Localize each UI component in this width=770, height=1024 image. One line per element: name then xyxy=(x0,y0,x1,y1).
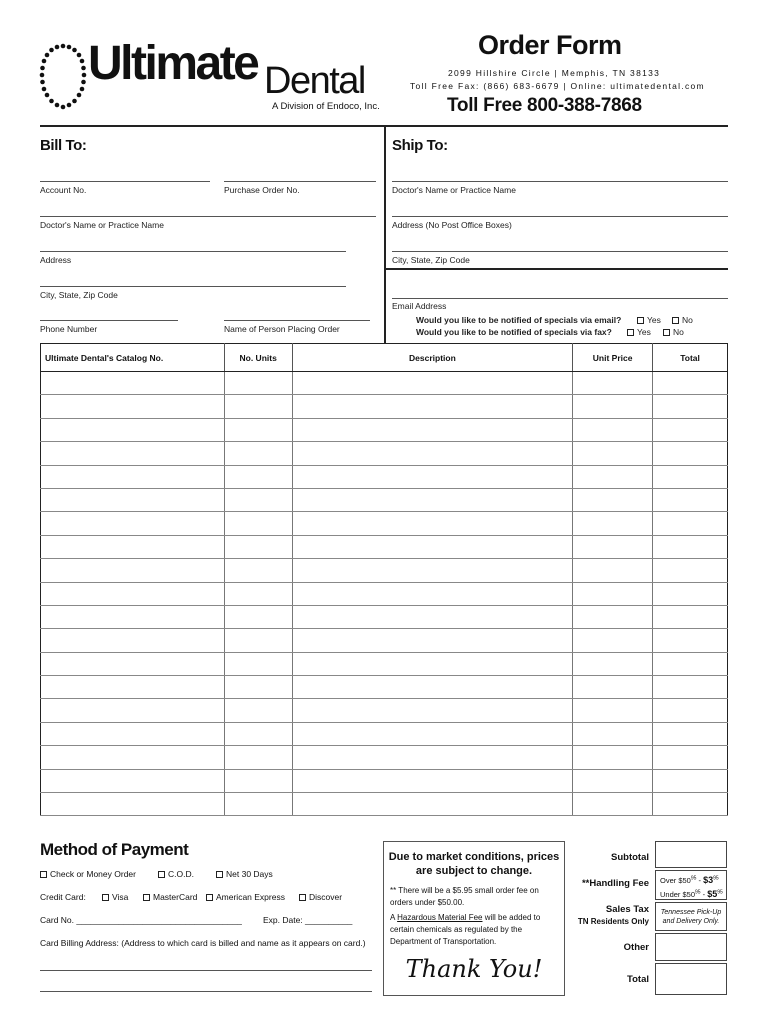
total-cell[interactable] xyxy=(653,395,728,418)
catalog-no-cell[interactable] xyxy=(41,418,225,441)
table-row xyxy=(41,372,728,395)
sales-tax-label: Sales Tax xyxy=(605,904,649,915)
description-cell[interactable] xyxy=(292,582,573,605)
email-specials-question: Would you like to be notified of specials via email? xyxy=(416,315,622,325)
no-units-cell[interactable] xyxy=(224,769,292,792)
unit-price-cell[interactable] xyxy=(573,722,653,745)
fax-yes-label: Yes xyxy=(637,327,651,337)
handling-fee-label: **Handling Fee xyxy=(581,878,649,889)
mastercard-label: MasterCard xyxy=(153,892,198,902)
catalog-no-cell[interactable] xyxy=(41,605,225,628)
catalog-no-cell[interactable] xyxy=(41,465,225,488)
catalog-no-cell[interactable] xyxy=(41,629,225,652)
col-total: Total xyxy=(653,344,728,372)
logo-dental-text: Dental xyxy=(264,60,365,102)
unit-price-cell[interactable] xyxy=(573,793,653,816)
net30-checkbox[interactable] xyxy=(216,871,223,878)
person-placing-order-field[interactable] xyxy=(224,320,370,321)
description-cell[interactable] xyxy=(292,699,573,722)
catalog-no-cell[interactable] xyxy=(41,372,225,395)
unit-price-cell[interactable] xyxy=(573,395,653,418)
subtotal-label: Subtotal xyxy=(611,852,649,863)
description-cell[interactable] xyxy=(292,395,573,418)
bill-city-state-zip-field[interactable] xyxy=(40,286,346,287)
description-cell[interactable] xyxy=(292,629,573,652)
net30-label: Net 30 Days xyxy=(226,869,273,879)
no-units-cell[interactable] xyxy=(224,652,292,675)
no-units-cell[interactable] xyxy=(224,746,292,769)
unit-price-cell[interactable] xyxy=(573,699,653,722)
description-cell[interactable] xyxy=(292,605,573,628)
table-row xyxy=(41,418,728,441)
amex-option[interactable] xyxy=(206,892,285,902)
description-cell[interactable] xyxy=(292,535,573,558)
email-yes-label: Yes xyxy=(647,315,661,325)
ship-doctor-name-field[interactable] xyxy=(392,181,728,182)
unit-price-cell[interactable] xyxy=(573,605,653,628)
email-no-option[interactable] xyxy=(672,315,693,325)
description-cell[interactable] xyxy=(292,442,573,465)
table-row xyxy=(41,395,728,418)
phone-number-label: Phone Number xyxy=(40,324,98,334)
catalog-no-cell[interactable] xyxy=(41,559,225,582)
payment-title: Method of Payment xyxy=(40,840,189,859)
handling-under-cents: 95 xyxy=(695,889,701,895)
bill-address-field[interactable] xyxy=(40,251,346,252)
description-cell[interactable] xyxy=(292,559,573,582)
unit-price-cell[interactable] xyxy=(573,442,653,465)
amex-label: American Express xyxy=(216,892,285,902)
total-cell[interactable] xyxy=(653,605,728,628)
unit-price-cell[interactable] xyxy=(573,535,653,558)
handling-over-line: Over $\$50^{95}$ - $\$3^{95}$ xyxy=(660,875,719,885)
other-label: Other xyxy=(623,942,649,953)
catalog-no-cell[interactable] xyxy=(41,488,225,511)
account-no-field[interactable] xyxy=(40,181,210,182)
no-units-cell[interactable] xyxy=(224,395,292,418)
total-label: Total xyxy=(627,974,649,985)
ship-address-label: Address (No Post Office Boxes) xyxy=(392,220,512,230)
handling-over-label: Over $50 xyxy=(660,876,691,885)
tn-pickup-note: Tennessee Pick-Up and Delivery Only. xyxy=(655,902,727,931)
handling-over-price: $3 xyxy=(703,875,714,885)
description-cell[interactable] xyxy=(292,676,573,699)
purchase-order-label: Purchase Order No. xyxy=(224,185,300,195)
description-cell[interactable] xyxy=(292,793,573,816)
price-change-notice: Due to market conditions, prices are subject to change. xyxy=(388,851,560,878)
no-units-cell[interactable] xyxy=(224,372,292,395)
person-placing-order-label: Name of Person Placing Order xyxy=(224,324,340,334)
fax-yes-checkbox[interactable] xyxy=(627,329,634,336)
bill-address-label: Address xyxy=(40,255,72,265)
ship-address-field[interactable] xyxy=(392,216,728,217)
total-cell[interactable] xyxy=(653,722,728,745)
no-units-cell[interactable] xyxy=(224,418,292,441)
visa-label: Visa xyxy=(112,892,129,902)
check-option[interactable] xyxy=(40,869,136,879)
table-header-row xyxy=(41,344,728,372)
description-cell[interactable] xyxy=(292,372,573,395)
net30-option[interactable] xyxy=(216,869,273,879)
discover-checkbox[interactable] xyxy=(299,894,306,901)
description-cell[interactable] xyxy=(292,488,573,511)
unit-price-cell[interactable] xyxy=(573,676,653,699)
hazard-prefix: A xyxy=(390,913,398,922)
table-row xyxy=(41,699,728,722)
catalog-no-cell[interactable] xyxy=(41,442,225,465)
no-units-cell[interactable] xyxy=(224,488,292,511)
email-address-field[interactable] xyxy=(392,298,728,299)
small-order-fee-note: ** There will be a $5.95 small order fee on orders under $50.00. xyxy=(390,886,539,907)
no-units-cell[interactable] xyxy=(224,676,292,699)
no-units-cell[interactable] xyxy=(224,793,292,816)
purchase-order-field[interactable] xyxy=(224,181,376,182)
total-cell[interactable] xyxy=(653,512,728,535)
total-cell[interactable] xyxy=(653,488,728,511)
table-row xyxy=(41,652,728,675)
card-billing-address-label: Card Billing Address: (Address to which card is billed and name as it appears on card.) xyxy=(40,938,366,948)
no-units-cell[interactable] xyxy=(224,629,292,652)
table-row xyxy=(41,793,728,816)
catalog-no-cell[interactable] xyxy=(41,582,225,605)
handling-under-price: $5 xyxy=(707,888,718,899)
logo-division-text: A Division of Endoco, Inc. xyxy=(272,101,380,112)
col-description: Description xyxy=(292,344,573,372)
order-items-table xyxy=(40,343,728,816)
no-units-cell[interactable] xyxy=(224,442,292,465)
fax-yes-option[interactable] xyxy=(627,327,651,337)
visa-option[interactable] xyxy=(102,892,128,902)
email-yes-checkbox[interactable] xyxy=(637,317,644,324)
description-cell[interactable] xyxy=(292,746,573,769)
description-cell[interactable] xyxy=(292,465,573,488)
no-units-cell[interactable] xyxy=(224,699,292,722)
billing-address-line-1[interactable] xyxy=(40,970,372,971)
col-no-units: No. Units xyxy=(224,344,292,372)
account-no-label: Account No. xyxy=(40,185,87,195)
ship-to-title: Ship To: xyxy=(392,137,448,154)
total-cell[interactable] xyxy=(653,769,728,792)
description-cell[interactable] xyxy=(292,722,573,745)
subtotal-field[interactable] xyxy=(655,841,727,868)
total-cell[interactable] xyxy=(653,629,728,652)
unit-price-cell[interactable] xyxy=(573,652,653,675)
email-address-label: Email Address xyxy=(392,301,447,311)
phone-number-field[interactable] xyxy=(40,320,178,321)
handling-under-line: Under $\$50^{95}$ - $\$5^{95}$ xyxy=(660,888,723,899)
catalog-no-cell[interactable] xyxy=(41,676,225,699)
bill-to-title: Bill To: xyxy=(40,137,87,154)
handling-under-label: Under $50 xyxy=(660,889,696,899)
no-units-cell[interactable] xyxy=(224,559,292,582)
company-address: 2099 Hillshire Circle | Memphis, TN 38133 xyxy=(448,68,661,78)
fax-no-option[interactable] xyxy=(663,327,684,337)
total-cell[interactable] xyxy=(653,793,728,816)
tn-residents-label: TN Residents Only xyxy=(577,917,649,926)
unit-price-cell[interactable] xyxy=(573,582,653,605)
table-row xyxy=(41,512,728,535)
handling-over-cents: 95 xyxy=(690,875,697,882)
table-row xyxy=(41,746,728,769)
exp-date-field[interactable]: Exp. Date: __________ xyxy=(263,915,353,925)
ship-doctor-name-label: Doctor's Name or Practice Name xyxy=(392,185,516,195)
billing-address-line-2[interactable] xyxy=(40,991,372,992)
table-row xyxy=(41,582,728,605)
col-unit-price: Unit Price xyxy=(573,344,653,372)
amex-checkbox[interactable] xyxy=(206,894,213,901)
catalog-no-cell[interactable] xyxy=(41,652,225,675)
ship-city-state-zip-field[interactable] xyxy=(392,251,728,252)
total-cell[interactable] xyxy=(653,442,728,465)
total-cell[interactable] xyxy=(653,676,728,699)
total-cell[interactable] xyxy=(653,559,728,582)
credit-card-label: Credit Card: xyxy=(40,892,86,902)
no-units-cell[interactable] xyxy=(224,582,292,605)
mastercard-option[interactable] xyxy=(143,892,197,902)
discover-label: Discover xyxy=(309,892,343,902)
unit-price-cell[interactable] xyxy=(573,465,653,488)
bill-doctor-name-label: Doctor's Name or Practice Name xyxy=(40,220,164,230)
ship-city-state-zip-label: City, State, Zip Code xyxy=(392,255,470,265)
page-title: Order Form xyxy=(478,30,622,60)
no-units-cell[interactable] xyxy=(224,512,292,535)
hazard-fee-term: Hazardous Material Fee xyxy=(397,913,483,922)
unit-price-cell[interactable] xyxy=(573,769,653,792)
catalog-no-cell[interactable] xyxy=(41,769,225,792)
bill-doctor-name-field[interactable] xyxy=(40,216,376,217)
no-units-cell[interactable] xyxy=(224,605,292,628)
description-cell[interactable] xyxy=(292,512,573,535)
bill-city-state-zip-label: City, State, Zip Code xyxy=(40,290,118,300)
check-checkbox[interactable] xyxy=(40,871,47,878)
catalog-no-cell[interactable] xyxy=(41,793,225,816)
catalog-no-cell[interactable] xyxy=(41,699,225,722)
catalog-no-cell[interactable] xyxy=(41,395,225,418)
table-row xyxy=(41,722,728,745)
unit-price-cell[interactable] xyxy=(573,488,653,511)
discover-option[interactable] xyxy=(299,892,342,902)
no-units-cell[interactable] xyxy=(224,465,292,488)
company-fax-online: Toll Free Fax: (866) 683-6679 | Online: ultimatedental.com xyxy=(410,81,705,91)
email-no-label: No xyxy=(682,315,693,325)
total-cell[interactable] xyxy=(653,652,728,675)
visa-checkbox[interactable] xyxy=(102,894,109,901)
table-row xyxy=(41,559,728,582)
table-row xyxy=(41,465,728,488)
email-yes-option[interactable] xyxy=(637,315,661,325)
hazard-suffix: will be added to certain chemicals as regulated by the Department of Transportation. xyxy=(390,913,541,946)
table-row xyxy=(41,442,728,465)
catalog-no-cell[interactable] xyxy=(41,746,225,769)
mastercard-checkbox[interactable] xyxy=(143,894,150,901)
table-row xyxy=(41,629,728,652)
table-row xyxy=(41,769,728,792)
unit-price-cell[interactable] xyxy=(573,629,653,652)
handling-fee-box xyxy=(655,870,727,900)
unit-price-cell[interactable] xyxy=(573,512,653,535)
catalog-no-cell[interactable] xyxy=(41,722,225,745)
fax-no-checkbox[interactable] xyxy=(663,329,670,336)
notice-box xyxy=(383,841,565,996)
order-items-body xyxy=(41,372,728,816)
handling-under-price-cents: 95 xyxy=(717,889,723,895)
logo-ring-icon xyxy=(38,42,88,114)
total-cell[interactable] xyxy=(653,372,728,395)
hazard-fee-note xyxy=(390,912,560,948)
total-cell[interactable] xyxy=(653,746,728,769)
table-row xyxy=(41,535,728,558)
catalog-no-cell[interactable] xyxy=(41,512,225,535)
handling-over-price-cents: 95 xyxy=(713,875,719,882)
col-catalog-no: Ultimate Dental's Catalog No. xyxy=(41,344,225,372)
unit-price-cell[interactable] xyxy=(573,746,653,769)
thank-you-text: Thank You! xyxy=(405,955,543,983)
table-row xyxy=(41,605,728,628)
bill-ship-divider xyxy=(384,126,386,343)
description-cell[interactable] xyxy=(292,652,573,675)
cod-option[interactable] xyxy=(158,869,194,879)
unit-price-cell[interactable] xyxy=(573,559,653,582)
email-no-checkbox[interactable] xyxy=(672,317,679,324)
unit-price-cell[interactable] xyxy=(573,372,653,395)
cod-label: C.O.D. xyxy=(168,869,194,879)
fax-no-label: No xyxy=(673,327,684,337)
fax-specials-question: Would you like to be notified of specials via fax? xyxy=(416,327,612,337)
total-cell[interactable] xyxy=(653,535,728,558)
total-field[interactable] xyxy=(655,963,727,995)
other-field[interactable] xyxy=(655,933,727,961)
unit-price-cell[interactable] xyxy=(573,418,653,441)
logo-ultimate-text: Ultimate xyxy=(88,37,258,90)
catalog-no-cell[interactable] xyxy=(41,535,225,558)
total-cell[interactable] xyxy=(653,582,728,605)
card-number-field[interactable]: Card No. ___________________________________ xyxy=(40,915,242,925)
table-row xyxy=(41,488,728,511)
total-cell[interactable] xyxy=(653,465,728,488)
description-cell[interactable] xyxy=(292,769,573,792)
check-label: Check or Money Order xyxy=(50,869,136,879)
cod-checkbox[interactable] xyxy=(158,871,165,878)
no-units-cell[interactable] xyxy=(224,722,292,745)
toll-free-number: Toll Free 800-388-7868 xyxy=(447,95,642,116)
total-cell[interactable] xyxy=(653,699,728,722)
table-row xyxy=(41,676,728,699)
description-cell[interactable] xyxy=(292,418,573,441)
total-cell[interactable] xyxy=(653,418,728,441)
no-units-cell[interactable] xyxy=(224,535,292,558)
ship-section-divider xyxy=(384,268,728,270)
